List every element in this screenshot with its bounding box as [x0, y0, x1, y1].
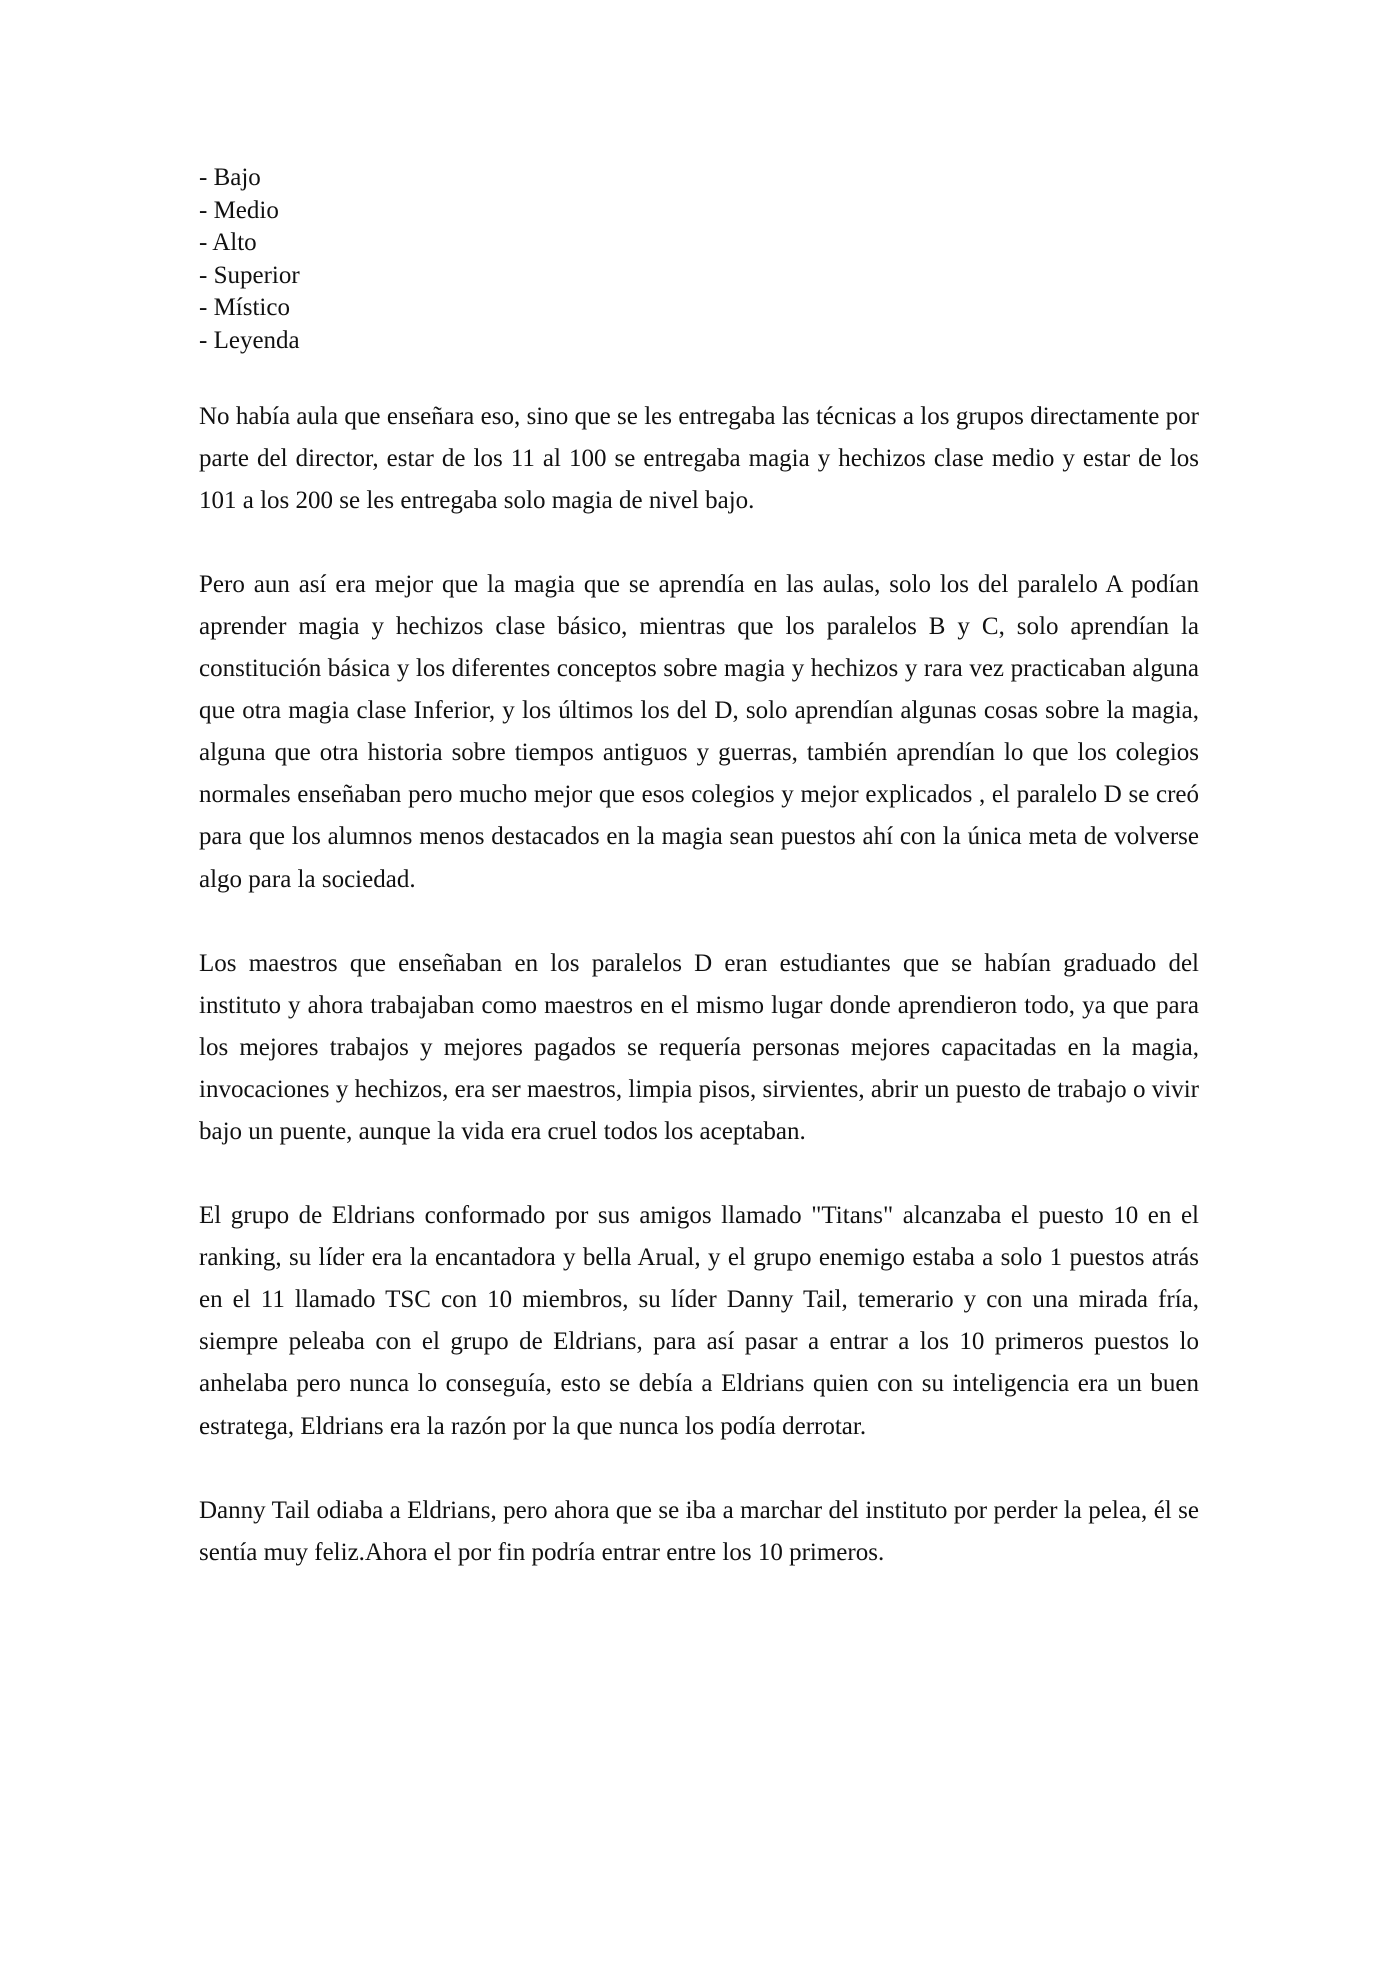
magic-level-list [199, 162, 1199, 358]
paragraph-classrooms: Pero aun así era mejor que la magia que se aprendía en las aulas, solo los del paralelo A podían aprender magia y hechizos clase básico, mientras que los paralelos B y C, solo aprendían la constitución básica y los diferentes conceptos sobre magia y hechizos y rara vez practicaban alguna que otra magia clase Inferior, y los últimos los del D, solo aprendían algunas cosas sobre la magia, alguna que otra historia sobre tiempos antiguos y guerras, también aprendían lo que los colegios normales enseñaban pero mucho mejor que esos colegios y mejor explicados , el paralelo D se creó para que los alumnos menos destacados en la magia sean puestos ahí con la única meta de volverse algo para la sociedad. [199, 570, 1199, 893]
list-item: - Místico [199, 294, 290, 322]
list-item: - Alto [199, 229, 257, 257]
paragraph-teachers: Los maestros que enseñaban en los paralelos D eran estudiantes que se habían graduado del instituto y ahora trabajaban como maestros en el mismo lugar donde aprendieron todo, ya que para los mejores trabajos y mejores pagados se requería personas mejores capacitadas en la magia, invocaciones y hechizos, era ser maestros, limpia pisos, sirvientes, abrir un puesto de trabajo o vivir bajo un puente, aunque la vida era cruel todos los aceptaban. [199, 949, 1199, 1145]
list-item: - Leyenda [199, 326, 300, 354]
document-body [199, 162, 1199, 1574]
list-item: - Bajo [199, 164, 261, 191]
paragraph-danny-tail: Danny Tail odiaba a Eldrians, pero ahora que se iba a marchar del instituto por perder la pelea, él se sentía muy feliz.Ahora el por fin podría entrar entre los 10 primeros. [199, 1496, 1199, 1566]
paragraph-techniques: No había aula que enseñara eso, sino que se les entregaba las técnicas a los grupos directamente por parte del director, estar de los 11 al 100 se entregaba magia y hechizos clase medio y estar de los 101 a los 200 se les entregaba solo magia de nivel bajo. [199, 402, 1199, 514]
paragraph-titans-group: El grupo de Eldrians conformado por sus amigos llamado "Titans" alcanzaba el puesto 10 en el ranking, su líder era la encantadora y bella Arual, y el grupo enemigo estaba a solo 1 puestos atrás en el 11 llamado TSC con 10 miembros, su líder Danny Tail, temerario y con una mirada fría, siempre peleaba con el grupo de Eldrians, para así pasar a entrar a los 10 primeros puestos lo anhelaba pero nunca lo conseguía, esto se debía a Eldrians quien con su inteligencia era un buen estratega, Eldrians era la razón por la que nunca los podía derrotar. [199, 1202, 1199, 1440]
list-item: - Medio [199, 196, 279, 224]
list-item: - Superior [199, 261, 300, 289]
